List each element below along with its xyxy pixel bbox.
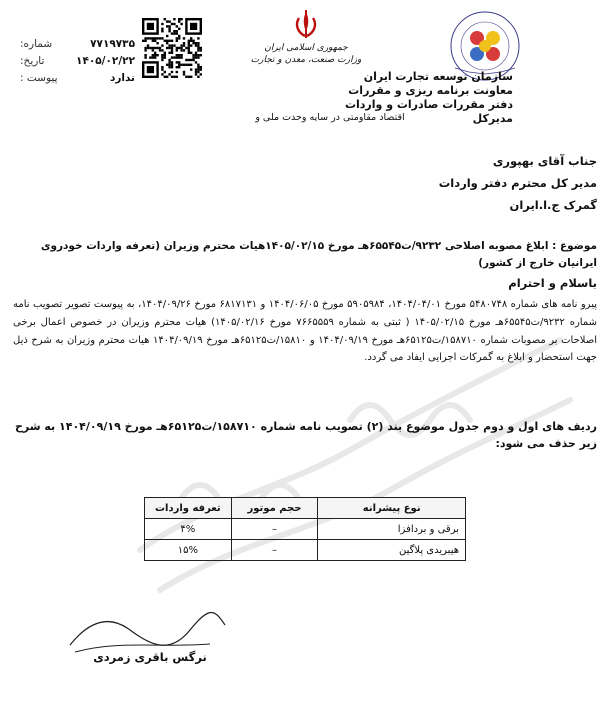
org-line-2: معاونت برنامه ریزی و مقررات: [348, 84, 513, 97]
addressee-organization: گمرک ج.ا.ایران: [509, 198, 597, 212]
table-row: [145, 519, 466, 540]
cell-import-tariff: ۱۵%: [145, 540, 232, 561]
letter-date: ۱۴۰۵/۰۲/۲۲: [76, 55, 135, 67]
header-import-tariff: تعرفه واردات: [145, 498, 232, 519]
slogan: اقتصاد مقاومتی در سایه وحدت ملی و: [255, 112, 405, 123]
letter-number: ۷۷۱۹۷۳۵: [90, 38, 135, 50]
greeting: باسلام و احترام: [508, 276, 597, 290]
meta-attachment-row: [20, 70, 135, 87]
letter-attachment-label: پیوست :: [20, 72, 58, 84]
cell-engine-volume: –: [231, 519, 318, 540]
org-line-1: سازمان توسعه تجارت ایران: [363, 70, 513, 83]
cell-propulsion-type: هیبریدی پلاگین: [318, 540, 466, 561]
body-paragraph-2: ردیف های اول و دوم جدول موضوع بند (۲) تصویب نامه شماره ۱۵۸۷۱۰/ت۶۵۱۲۵هـ مورخ ۱۴۰۴/۰۹/۱۹ به شرح زیر حذف می شود:: [14, 420, 597, 450]
addressee-name: جناب آقای بهپوری: [492, 154, 597, 168]
cell-engine-volume: –: [231, 540, 318, 561]
qr-code: [142, 18, 202, 78]
org-line-4: مدیرکل: [472, 112, 513, 125]
letter-meta: [20, 36, 135, 87]
letter-date-label: تاریخ:: [20, 55, 45, 67]
cell-import-tariff: ۴%: [145, 519, 232, 540]
letter-subject: موضوع : ابلاغ مصوبه اصلاحی ۹۲۳۲/ت۶۵۵۴۵هـ مورخ ۱۴۰۵/۰۲/۱۵هیات محترم وزیران (تعرفه واردات خودروی ایرانیان خارج از کشور): [40, 240, 597, 269]
ministry-line-2: وزارت صنعت، معدن و تجارت: [250, 55, 362, 65]
ministry-name: [250, 42, 362, 66]
letter-number-label: شماره:: [20, 38, 53, 50]
meta-number-row: [20, 36, 135, 53]
body-paragraph-1: پیرو نامه های شماره ۵۴۸۰۷۴۸ مورخ ۱۴۰۴/۰۴/۰۱، ۵۹۰۵۹۸۴ مورخ ۱۴۰۴/۰۶/۰۵ و ۶۸۱۷۱۳۱ مورخ ۱۴۰۴/۰۹/۲۶، به پیوست تصویر تصویب نامه شماره ۹۲۳۲/ت۶۵۵۴۵هـ مورخ ۱۴۰۵/۰۲/۱۵ ( ثبتی به شماره ۷۶۶۵۵۵۹ مورخ ۱۴۰۵/۰۲/۱۶) هیات محترم وزیران در خصوص اعمال برخی اصلاحات بر مصوبات شماره ۱۵۸۷۱۰/ت۶۵۱۲۵هـ مورخ ۱۴۰۴/۰۹/۱۹ و ۱۵۸۱۰/ت۶۵۱۲۵هـ مورخ ۱۴۰۴/۰۹/۱۹ هیات محترم وزیران به شرح ذیل جهت استحضار و ابلاغ به گمرکات اجرایی ایفاد می گردد.: [13, 299, 598, 364]
ministry-line-1: جمهوری اسلامی ایران: [264, 43, 348, 53]
org-line-3: دفتر مقررات صادرات و واردات: [344, 98, 513, 111]
addressee-block: [17, 150, 597, 216]
table-row: [145, 540, 466, 561]
addressee-title: مدیر کل محترم دفتر واردات: [438, 176, 597, 190]
letter-attachment: ندارد: [109, 72, 135, 84]
iran-emblem-icon: [292, 10, 320, 40]
meta-date-row: [20, 53, 135, 70]
signatory-name: نرگس باقری زمردی: [93, 650, 207, 664]
header-propulsion-type: نوع پیشرانه: [318, 498, 466, 519]
tariff-table: [144, 497, 466, 561]
header-engine-volume: حجم موتور: [231, 498, 318, 519]
table-header-row: [145, 498, 466, 519]
cell-propulsion-type: برقی و بردافزا: [318, 519, 466, 540]
